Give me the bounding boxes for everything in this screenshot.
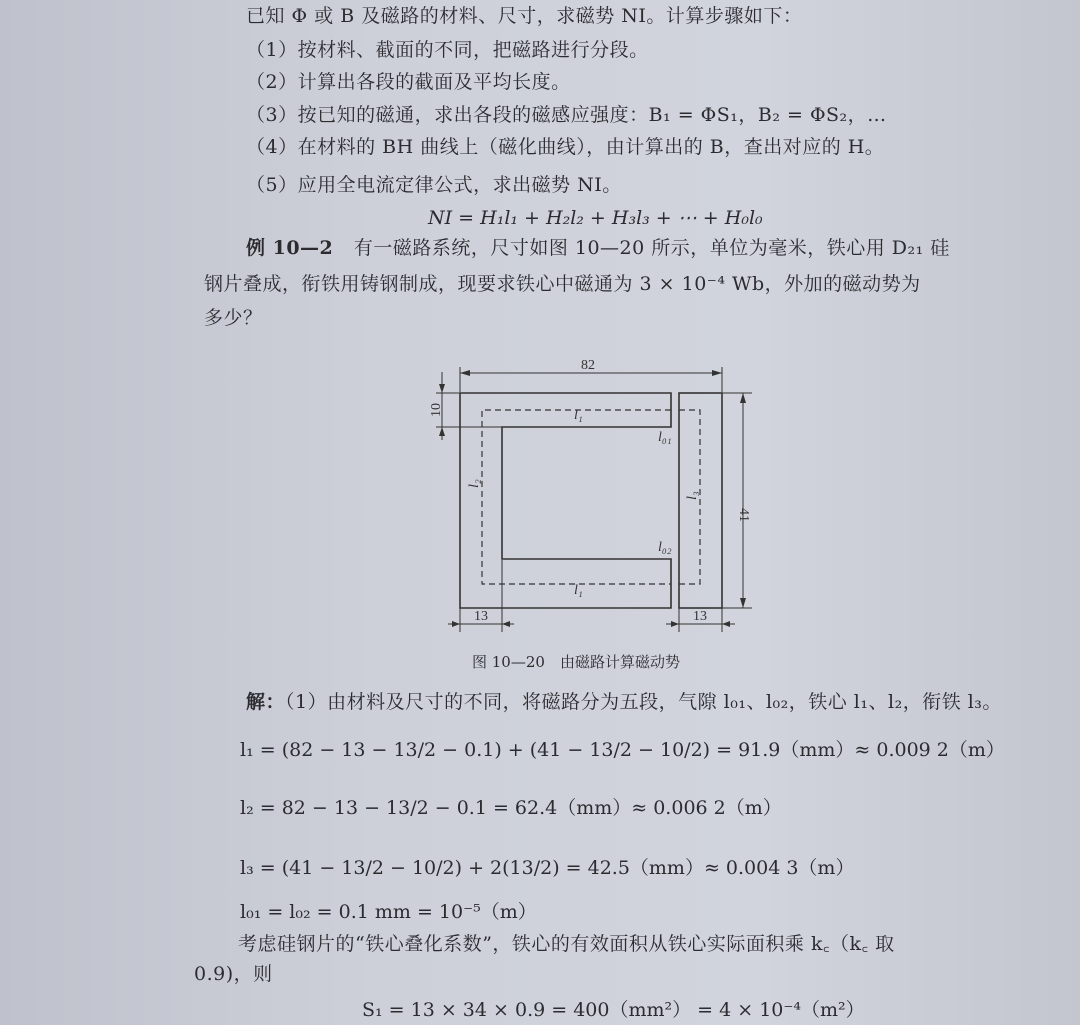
dim-13-left-label: 13 [474,609,488,624]
formula-l1: l₁ = (82 − 13 − 13/2 − 0.1) + (41 − 13/2 − 10/2) = 91.9（mm）≈ 0.009 2（m） [240,739,1005,761]
step-4: （4）在材料的 BH 曲线上（磁化曲线），由计算出的 B，查出对应的 H。 [246,136,885,158]
label-l1-top: l₁ [574,408,583,423]
step-1: （1）按材料、截面的不同，把磁路进行分段。 [246,39,649,61]
label-l02: l₀₂ [658,540,672,555]
dim-13-right-label: 13 [693,609,707,624]
paragraph-line-2: 0.9)，则 [194,963,273,985]
formula-l01-l02: l₀₁ = l₀₂ = 0.1 mm = 10⁻⁵（m） [240,901,537,923]
general-formula: NI = H₁l₁ + H₂l₂ + H₃l₃ + ⋯ + H₀l₀ [428,207,763,229]
step-2: （2）计算出各段的截面及平均长度。 [246,71,571,93]
step-5: （5）应用全电流定律公式，求出磁势 NI。 [246,174,622,196]
step-3: （3）按已知的磁通，求出各段的磁感应强度：B₁ = ΦS₁，B₂ = ΦS₂，… [246,104,887,126]
example-label: 例 10—2 [246,237,334,259]
example-line-2: 钢片叠成，衔铁用铸钢制成，现要求铁心中磁通为 3 × 10⁻⁴ Wb，外加的磁动势为 [204,273,921,295]
formula-l3: l₃ = (41 − 13/2 − 10/2) + 2(13/2) = 42.5（mm）≈ 0.004 3（m） [240,857,855,879]
paragraph-line-1: 考虑硅钢片的“铁心叠化系数”，铁心的有效面积从铁心实际面积乘 k꜀（k꜀ 取 [238,933,895,955]
formula-l2: l₂ = 82 − 13 − 13/2 − 0.1 = 62.4（mm）≈ 0.006 2（m） [240,797,782,819]
label-l2: l₂ [467,479,482,488]
label-l1-bottom: l₁ [574,583,583,598]
solution-label: 解： [246,691,286,713]
formula-s1: S₁ = 13 × 34 × 0.9 = 400（mm²） = 4 × 10⁻⁴（m²） [362,999,865,1021]
dim-41-label: 41 [736,508,751,522]
intro-text: 已知 Φ 或 B 及磁路的材料、尺寸，求磁势 NI。计算步骤如下： [246,5,803,27]
solution-text-1: （1）由材料及尺寸的不同，将磁路分为五段，气隙 l₀₁、l₀₂，铁心 l₁、l₂，衔铁 l₃。 [285,691,1002,713]
figure-caption: 图 10—20 由磁路计算磁动势 [472,653,680,671]
iron-core-outline [460,393,671,608]
solution-line-1 [246,690,1002,714]
dim-82-label: 82 [581,358,595,373]
label-l01: l₀₁ [658,430,672,445]
example-line-3: 多少？ [204,307,263,329]
dim-10-label: 10 [429,403,444,417]
example-text-1: 有一磁路系统，尺寸如图 10—20 所示，单位为毫米，铁心用 D₂₁ 硅 [353,237,950,259]
label-l3: l₃ [685,491,700,500]
mean-path-core [482,410,671,584]
